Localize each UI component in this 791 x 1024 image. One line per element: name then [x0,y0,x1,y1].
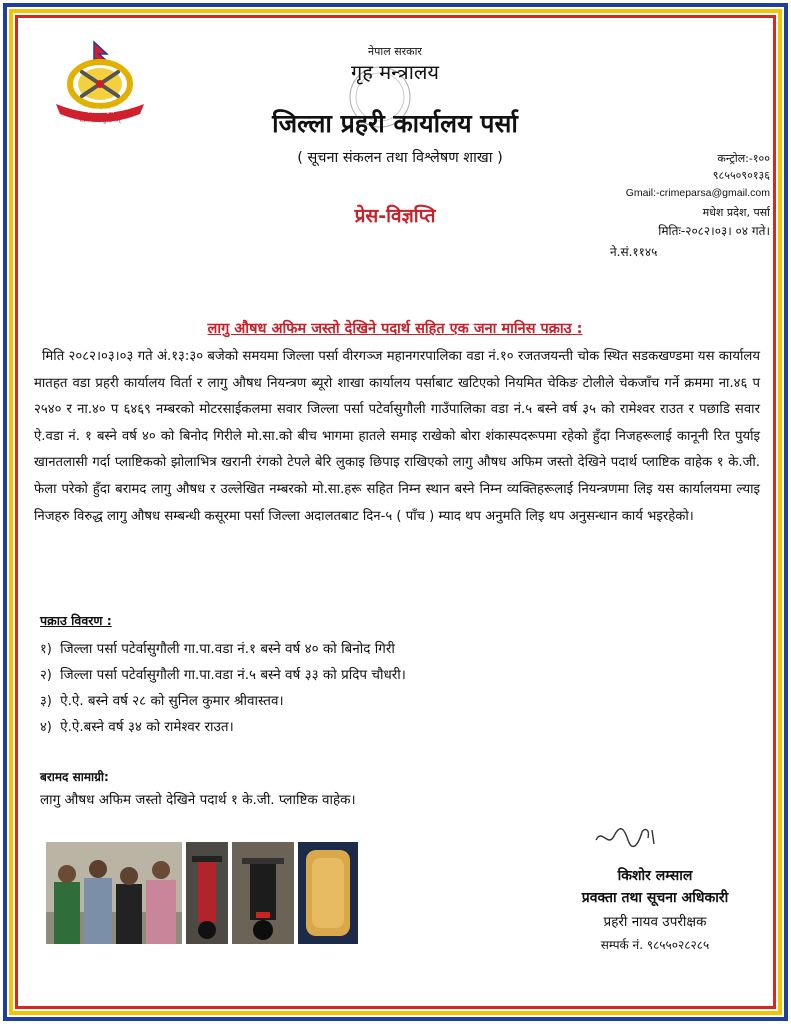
control-number: कन्ट्रोल:-१०० [717,152,770,165]
list-item-text: ऐ.ऐ.बस्ने वर्ष ३४ को रामेश्वर राउत। [60,719,234,735]
evidence-photos [46,842,358,944]
office-subtitle: ( सूचना संकलन तथा विश्लेषण शाखा ) [297,150,503,166]
recovered-text: लागु औषध अफिम जस्तो देखिने पदार्थ १ के.जी. प्लाष्टिक वाहेक। [40,792,356,808]
list-item [40,688,640,714]
list-item-number: १) [40,642,52,657]
government-line: नेपाल सरकार [368,45,422,58]
news-body: मिति २०८२।०३।०३ गते अं.१३:३० बजेको समयमा जिल्ला पर्सा वीरगञ्ज महानगरपालिका वडा नं.१० रजतजयन्ती चोक स्थित सडकखण्डमा यस कार्यालय मातहत वडा प्रहरी कार्यालय विर्ता र लागु औषध नियन्त्रण ब्यूरो शाखा कार्यालय पर्साबाट खटिएको नियमित चेकिङ टोलीले चेकजाँच गर्ने क्रममा ना.४६ प २५४० र ना.४० प ६४६९ नम्बरको मोटरसाईकलमा सवार जिल्ला पर्सा पटेर्वासुगौली गाउँपालिका वडा नं.५ बस्ने वर्ष ३५ को रामेश्वर राउत र पछाडि सवार ऐ.वडा नं. १ बस्ने वर्ष ४० को बिनोद गिरीले मो.सा.को बीच भागमा हातले समाइ राखेको बोरा शंकास्पदरूपमा रहेको हुँदा निजहरूलाई कानूनी रित पुर्याइ खानतलासी गर्दा प्लाष्टिकको झोलाभित्र खरानी रंगको टेपले बेरि लुकाइ छिपाइ राखिएको लागु औषध अफिम जस्तो देखिने पदार्थ प्लाष्टिक वाहेक १ के.जी. फेला परेको हुँदा बरामद लागु औषध र उल्लेखित नम्बरको मो.सा.हरू सहित निम्न स्थान बस्ने निम्न व्यक्तिहरूलाई नियन्त्रणमा लिइ यस कार्यालयमा ल्याइ निजहरु विरुद्ध लागु औषध सम्बन्धी कसूरमा पर्सा जिल्ला अदालतबाट दिन-५ ( पाँच ) म्याद थप अनुमति लिइ थप अनुसन्धान कार्य भइरहेको। [34,349,760,524]
emblem-banner-text: नेपाल प्रहरी [85,107,115,115]
signatory-contact: सम्पर्क नं. ९८५५०२८२८५ [600,938,710,952]
seized-package-photo [298,842,358,944]
signature-icon [592,822,672,852]
nepal-police-emblem-icon [50,40,150,125]
motorcycle-photo-1 [186,842,228,944]
arrest-list [40,636,640,740]
press-release-title: प्रेस-विज्ञप्ति [354,205,436,227]
list-item-number: ३) [40,694,52,709]
list-item-text: जिल्ला पर्सा पटेर्वासुगौली गा.पा.वडा नं.५ बस्ने वर्ष ३३ को प्रदिप चौधरी। [60,667,406,683]
emblem-motto-text: सत्य सेवा सुरक्षणम् [79,117,121,124]
signatory-rank: प्रहरी नायव उपरीक्षक [603,914,707,930]
list-item-number: ४) [40,720,52,735]
arrest-heading: पक्राउ विवरण : [40,613,112,628]
email-address: Gmail:-crimeparsa@gmail.com [625,187,770,199]
reference-number: ने.सं.११४५ [610,245,658,259]
news-headline: लागु औषध अफिम जस्तो देखिने पदार्थ सहित एक जना मानिस पक्राउ : [207,321,583,337]
arrested-persons-photo [46,842,182,944]
motorcycle-photo-2 [232,842,294,944]
signatory-name: किशोर लम्साल [617,868,693,884]
list-item [40,662,640,688]
signatory-role: प्रवक्ता तथा सूचना अधिकारी [581,890,729,906]
list-item-text: जिल्ला पर्सा पटेर्वासुगौली गा.पा.वडा नं.१ बस्ने वर्ष ४० को बिनोद गिरी [60,641,395,657]
location: मधेश प्रदेश, पर्सा [702,206,770,219]
office-title: जिल्ला प्रहरी कार्यालय पर्सा [272,109,518,138]
issue-date: मितिः-२०८२।०३। ०४ गते। [658,224,770,238]
list-item [40,714,640,740]
phone-number: ९८५५०९०१३६ [712,169,770,182]
ministry-line: गृह मन्त्रालय [350,60,440,84]
list-item [40,636,640,662]
list-item-text: ऐ.ऐ. बस्ने वर्ष २८ को सुनिल कुमार श्रीवास्तव। [60,693,284,709]
list-item-number: २) [40,668,52,683]
recovered-heading: बरामद सामाग्री: [40,770,109,784]
